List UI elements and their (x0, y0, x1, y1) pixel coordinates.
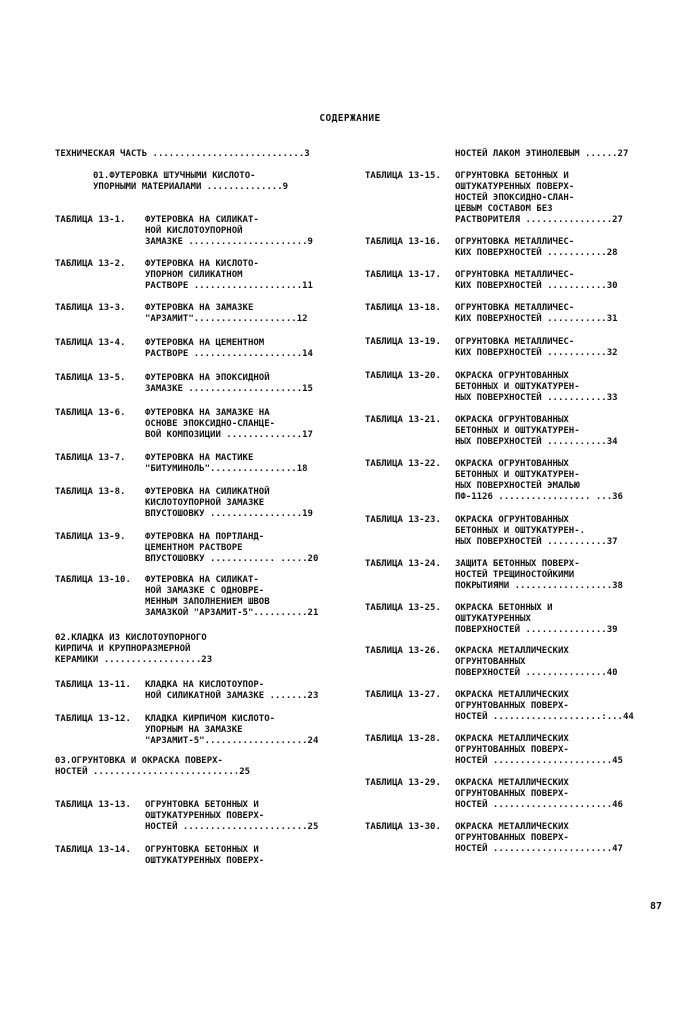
toc-entry-text (145, 680, 318, 702)
table-number-label: ТАБЛИЦА 13-16. (365, 237, 441, 247)
toc-line: ОГРУНТОВКА БЕТОННЫХ И (455, 171, 569, 181)
toc-line: РАСТВОРИТЕЛЯ ................27 (455, 215, 623, 225)
toc-line: ОКРАСКА МЕТАЛЛИЧЕСКИХ (455, 646, 569, 656)
toc-line: "АРЗАМИТ-5"...................24 (145, 736, 319, 746)
toc-line: КЕРАМИКИ ..................23 (55, 655, 213, 665)
table-number-label: ТАБЛИЦА 13-22. (365, 459, 441, 469)
toc-line: ОГРУНТОВАННЫХ (455, 657, 526, 667)
toc-line: ПОВЕРХНОСТЕЙ ...............39 (455, 625, 618, 635)
toc-line: КИХ ПОВЕРХНОСТЕЙ ...........31 (455, 314, 618, 324)
toc-line: КИРПИЧА И КРУПНОРАЗМЕРНОЙ (55, 644, 191, 654)
toc-entry-text (145, 575, 318, 619)
table-number-label: ТАБЛИЦА 13-26. (365, 646, 441, 656)
toc-line: НОСТЕЙ ...........................25 (55, 767, 251, 777)
toc-line: "АРЗАМИТ"...................12 (145, 314, 308, 324)
toc-entry-text (455, 822, 623, 855)
toc-line: 02.КЛАДКА ИЗ КИСЛОТОУПОРНОГО (55, 633, 207, 643)
table-number-label: ТАБЛИЦА 13-27. (365, 690, 441, 700)
toc-line: БЕТОННЫХ И ОШТУКАТУРЕН- (455, 470, 580, 480)
toc-line: 01.ФУТЕРОВКА ШТУЧНЫМИ КИСЛОТО- (93, 171, 256, 181)
table-number-label: ТАБЛИЦА 13-11. (55, 680, 131, 690)
toc-line: ОКРАСКА ОГРУНТОВАННЫХ (455, 515, 569, 525)
toc-line: ОГРУНТОВАННЫХ ПОВЕРХ- (455, 789, 569, 799)
toc-line: ЦЕМЕНТНОМ РАСТВОРЕ (145, 543, 243, 553)
toc-line: ЦЕВЫМ СОСТАВОМ БЕЗ (455, 204, 553, 214)
toc-line: ОШТУКАТУРЕННЫХ ПОВЕРХ- (145, 811, 265, 821)
table-number-label: ТАБЛИЦА 13-2. (55, 259, 126, 269)
toc-line: ОГРУНТОВАННЫХ ПОВЕРХ- (455, 701, 569, 711)
page-number: 87 (649, 901, 662, 912)
toc-line: НЫХ ПОВЕРХНОСТЕЙ ...........34 (455, 437, 618, 447)
toc-line: МЕННЫМ ЗАПОЛНЕНИЕМ ШВОВ (145, 597, 270, 607)
toc-line: ВПУСТОШОВКУ .................19 (145, 509, 313, 519)
table-number-label: ТАБЛИЦА 13-7. (55, 453, 126, 463)
table-number-label: ТАБЛИЦА 13-5. (55, 373, 126, 383)
toc-line: УПОРНЫМИ МАТЕРИАЛАМИ ..............9 (93, 182, 289, 192)
toc-entry-text (145, 487, 313, 520)
toc-line: УПОРНОМ СИЛИКАТНОМ (145, 270, 243, 280)
table-number-label: ТАБЛИЦА 13-8. (55, 487, 126, 497)
table-number-label: ТАБЛИЦА 13-21. (365, 415, 441, 425)
toc-entry-text (55, 633, 212, 666)
toc-line: РАСТВОРЕ ....................14 (145, 349, 313, 359)
toc-entry-text (455, 690, 634, 723)
page-title: СОДЕРЖАНИЕ (319, 113, 381, 124)
toc-line: ФУТЕРОВКА НА ЗАМАЗКЕ НА (145, 408, 270, 418)
toc-line: ФУТЕРОВКА НА СИЛИКАТ- (145, 215, 259, 225)
table-number-label: ТАБЛИЦА 13-20. (365, 371, 441, 381)
table-number-label: ТАБЛИЦА 13-14. (55, 845, 131, 855)
toc-entry-text (455, 237, 618, 259)
toc-line: НОСТЕЙ ......................47 (455, 844, 623, 854)
table-number-label: ТАБЛИЦА 13-17. (365, 270, 441, 280)
toc-line: КИХ ПОВЕРХНОСТЕЙ ...........28 (455, 248, 618, 258)
toc-entry-text (145, 373, 313, 395)
toc-line: НЫХ ПОВЕРХНОСТЕЙ ...........37 (455, 537, 618, 547)
toc-entry-text (455, 559, 623, 592)
toc-line: БЕТОННЫХ И ОШТУКАТУРЕН- (455, 426, 580, 436)
toc-line: ОКРАСКА МЕТАЛЛИЧЕСКИХ (455, 778, 569, 788)
toc-line: ОШТУКАТУРЕННЫХ ПОВЕРХ- (145, 856, 265, 866)
toc-line: ОГРУНТОВКА БЕТОННЫХ И (145, 800, 259, 810)
toc-line: РАСТВОРЕ ....................11 (145, 281, 313, 291)
toc-line: КИХ ПОВЕРХНОСТЕЙ ...........30 (455, 281, 618, 291)
toc-line: ОКРАСКА МЕТАЛЛИЧЕСКИХ (455, 822, 569, 832)
toc-line: БЕТОННЫХ И ОШТУКАТУРЕН-. (455, 526, 586, 536)
table-number-label: ТАБЛИЦА 13-1. (55, 215, 126, 225)
toc-entry-text (145, 714, 318, 747)
toc-line: НОСТЕЙ ЭПОКСИДНО-СЛАН- (455, 193, 575, 203)
toc-entry-text (455, 646, 618, 679)
toc-entry-text (55, 149, 310, 160)
toc-line: ОГРУНТОВКА МЕТАЛЛИЧЕС- (455, 237, 575, 247)
toc-entry-text (145, 259, 313, 292)
toc-entry-text (145, 845, 264, 867)
toc-line: ПОВЕРХНОСТЕЙ ...............40 (455, 668, 618, 678)
toc-line: ОКРАСКА МЕТАЛЛИЧЕСКИХ (455, 734, 569, 744)
toc-line: КИХ ПОВЕРХНОСТЕЙ ...........32 (455, 348, 618, 358)
table-number-label: ТАБЛИЦА 13-28. (365, 734, 441, 744)
toc-entry-text (455, 303, 618, 325)
toc-entry-text (145, 800, 318, 833)
toc-line: ФУТЕРОВКА НА ЭПОКСИДНОЙ (145, 373, 270, 383)
toc-line: УПОРНЫМ НА ЗАМАЗКЕ (145, 725, 243, 735)
toc-entry-text (455, 459, 623, 503)
toc-line: ТЕХНИЧЕСКАЯ ЧАСТЬ ............................3 (55, 149, 310, 159)
toc-line: ОКРАСКА МЕТАЛЛИЧЕСКИХ (455, 690, 569, 700)
table-number-label: ТАБЛИЦА 13-10. (55, 575, 131, 585)
table-number-label: ТАБЛИЦА 13-12. (55, 714, 131, 724)
toc-entry-text (93, 171, 288, 193)
toc-line: ОКРАСКА ОГРУНТОВАННЫХ (455, 415, 569, 425)
toc-line: ВПУСТОШОВКУ ............ .....20 (145, 554, 319, 564)
toc-entry-text (145, 408, 313, 441)
table-number-label: ТАБЛИЦА 13-15. (365, 171, 441, 181)
table-number-label: ТАБЛИЦА 13-9. (55, 532, 126, 542)
toc-line: ОГРУНТОВАННЫХ ПОВЕРХ- (455, 745, 569, 755)
toc-entry-text (455, 337, 618, 359)
table-number-label: ТАБЛИЦА 13-18. (365, 303, 441, 313)
toc-entry-text (455, 415, 618, 448)
toc-entry-text (145, 215, 313, 248)
toc-line: НОСТЕЙ ЛАКОМ ЭТИНОЛЕВЫМ ......27 (455, 149, 629, 159)
table-number-label: ТАБЛИЦА 13-6. (55, 408, 126, 418)
toc-line: ЗАМАЗКОЙ "АРЗАМИТ-5"..........21 (145, 608, 319, 618)
toc-line: ОГРУНТОВАННЫХ ПОВЕРХ- (455, 833, 569, 843)
toc-entry-text (455, 734, 623, 767)
toc-entry-text (455, 149, 628, 160)
toc-line: НЫХ ПОВЕРХНОСТЕЙ ...........33 (455, 393, 618, 403)
toc-line: ОГРУНТОВКА БЕТОННЫХ И (145, 845, 259, 855)
toc-entry-text (455, 371, 618, 404)
toc-entry-text (145, 338, 313, 360)
toc-entry-text (455, 515, 618, 548)
toc-line: БЕТОННЫХ И ОШТУКАТУРЕН- (455, 382, 580, 392)
toc-line: ОШТУКАТУРЕННЫХ ПОВЕРХ- (455, 182, 575, 192)
toc-line: НОЙ КИСЛОТОУПОРНОЙ (145, 226, 243, 236)
toc-line: ФУТЕРОВКА НА СИЛИКАТ- (145, 575, 259, 585)
toc-line: КЛАДКА НА КИСЛОТОУПОР- (145, 680, 265, 690)
table-number-label: ТАБЛИЦА 13-3. (55, 303, 126, 313)
toc-line: ОШТУКАТУРЕННЫХ (455, 614, 531, 624)
toc-line: ОСНОВЕ ЭПОКСИДНО-СЛАНЦЕ- (145, 419, 276, 429)
toc-line: ЗАМАЗКЕ .....................15 (145, 384, 313, 394)
toc-entry-text (145, 532, 318, 565)
toc-line: НОСТЕЙ ......................46 (455, 800, 623, 810)
toc-line: НОСТЕЙ ТРЕЩИНОСТОЙКИМИ (455, 570, 575, 580)
toc-line: НОЙ ЗАМАЗКЕ С ОДНОВРЕ- (145, 586, 265, 596)
toc-line: 03.ОГРУНТОВКА И ОКРАСКА ПОВЕРХ- (55, 756, 223, 766)
toc-line: ОГРУНТОВКА МЕТАЛЛИЧЕС- (455, 303, 575, 313)
toc-line: ФУТЕРОВКА НА КИСЛОТО- (145, 259, 259, 269)
toc-line: КЛАДКА КИРПИЧОМ КИСЛОТО- (145, 714, 276, 724)
toc-line: ОКРАСКА ОГРУНТОВАННЫХ (455, 371, 569, 381)
toc-line: ОКРАСКА ОГРУНТОВАННЫХ (455, 459, 569, 469)
toc-line: ОГРУНТОВКА МЕТАЛЛИЧЕС- (455, 337, 575, 347)
table-number-label: ТАБЛИЦА 13-23. (365, 515, 441, 525)
toc-line: ЗАЩИТА БЕТОННЫХ ПОВЕРХ- (455, 559, 580, 569)
table-number-label: ТАБЛИЦА 13-19. (365, 337, 441, 347)
table-number-label: ТАБЛИЦА 13-29. (365, 778, 441, 788)
toc-entry-text (145, 453, 308, 475)
toc-line: ОКРАСКА БЕТОННЫХ И (455, 603, 553, 613)
toc-line: ФУТЕРОВКА НА ПОРТЛАНД- (145, 532, 265, 542)
toc-entry-text (455, 778, 623, 811)
toc-entry-text (145, 303, 308, 325)
toc-entry-text (455, 270, 618, 292)
toc-line: НОСТЕЙ ....................:...44 (455, 712, 634, 722)
table-number-label: ТАБЛИЦА 13-13. (55, 800, 131, 810)
toc-line: ФУТЕРОВКА НА МАСТИКЕ (145, 453, 254, 463)
toc-line: ПОКРЫТИЯМИ ..................38 (455, 581, 623, 591)
table-number-label: ТАБЛИЦА 13-30. (365, 822, 441, 832)
toc-line: ФУТЕРОВКА НА СИЛИКАТНОЙ (145, 487, 270, 497)
toc-line: НОЙ СИЛИКАТНОЙ ЗАМАЗКЕ .......23 (145, 691, 319, 701)
toc-line: ВОЙ КОМПОЗИЦИИ ..............17 (145, 430, 313, 440)
toc-line: КИСЛОТОУПОРНОЙ ЗАМАЗКЕ (145, 498, 265, 508)
toc-line: НЫХ ПОВЕРХНОСТЕЙ ЭМАЛЬЮ (455, 481, 580, 491)
toc-line: НОСТЕЙ .......................25 (145, 822, 319, 832)
toc-entry-text (455, 603, 618, 636)
table-number-label: ТАБЛИЦА 13-4. (55, 338, 126, 348)
toc-line: ПФ-1126 ................. ...36 (455, 492, 623, 502)
toc-line: ЗАМАЗКЕ ......................9 (145, 237, 313, 247)
toc-entry-text (455, 171, 623, 226)
toc-line: ФУТЕРОВКА НА ЗАМАЗКЕ (145, 303, 254, 313)
toc-line: ФУТЕРОВКА НА ЦЕМЕНТНОМ (145, 338, 265, 348)
toc-entry-text (55, 756, 250, 778)
table-number-label: ТАБЛИЦА 13-24. (365, 559, 441, 569)
table-number-label: ТАБЛИЦА 13-25. (365, 603, 441, 613)
toc-line: "БИТУМИНОЛЬ"................18 (145, 464, 308, 474)
toc-line: НОСТЕЙ ......................45 (455, 756, 623, 766)
toc-line: ОГРУНТОВКА МЕТАЛЛИЧЕС- (455, 270, 575, 280)
